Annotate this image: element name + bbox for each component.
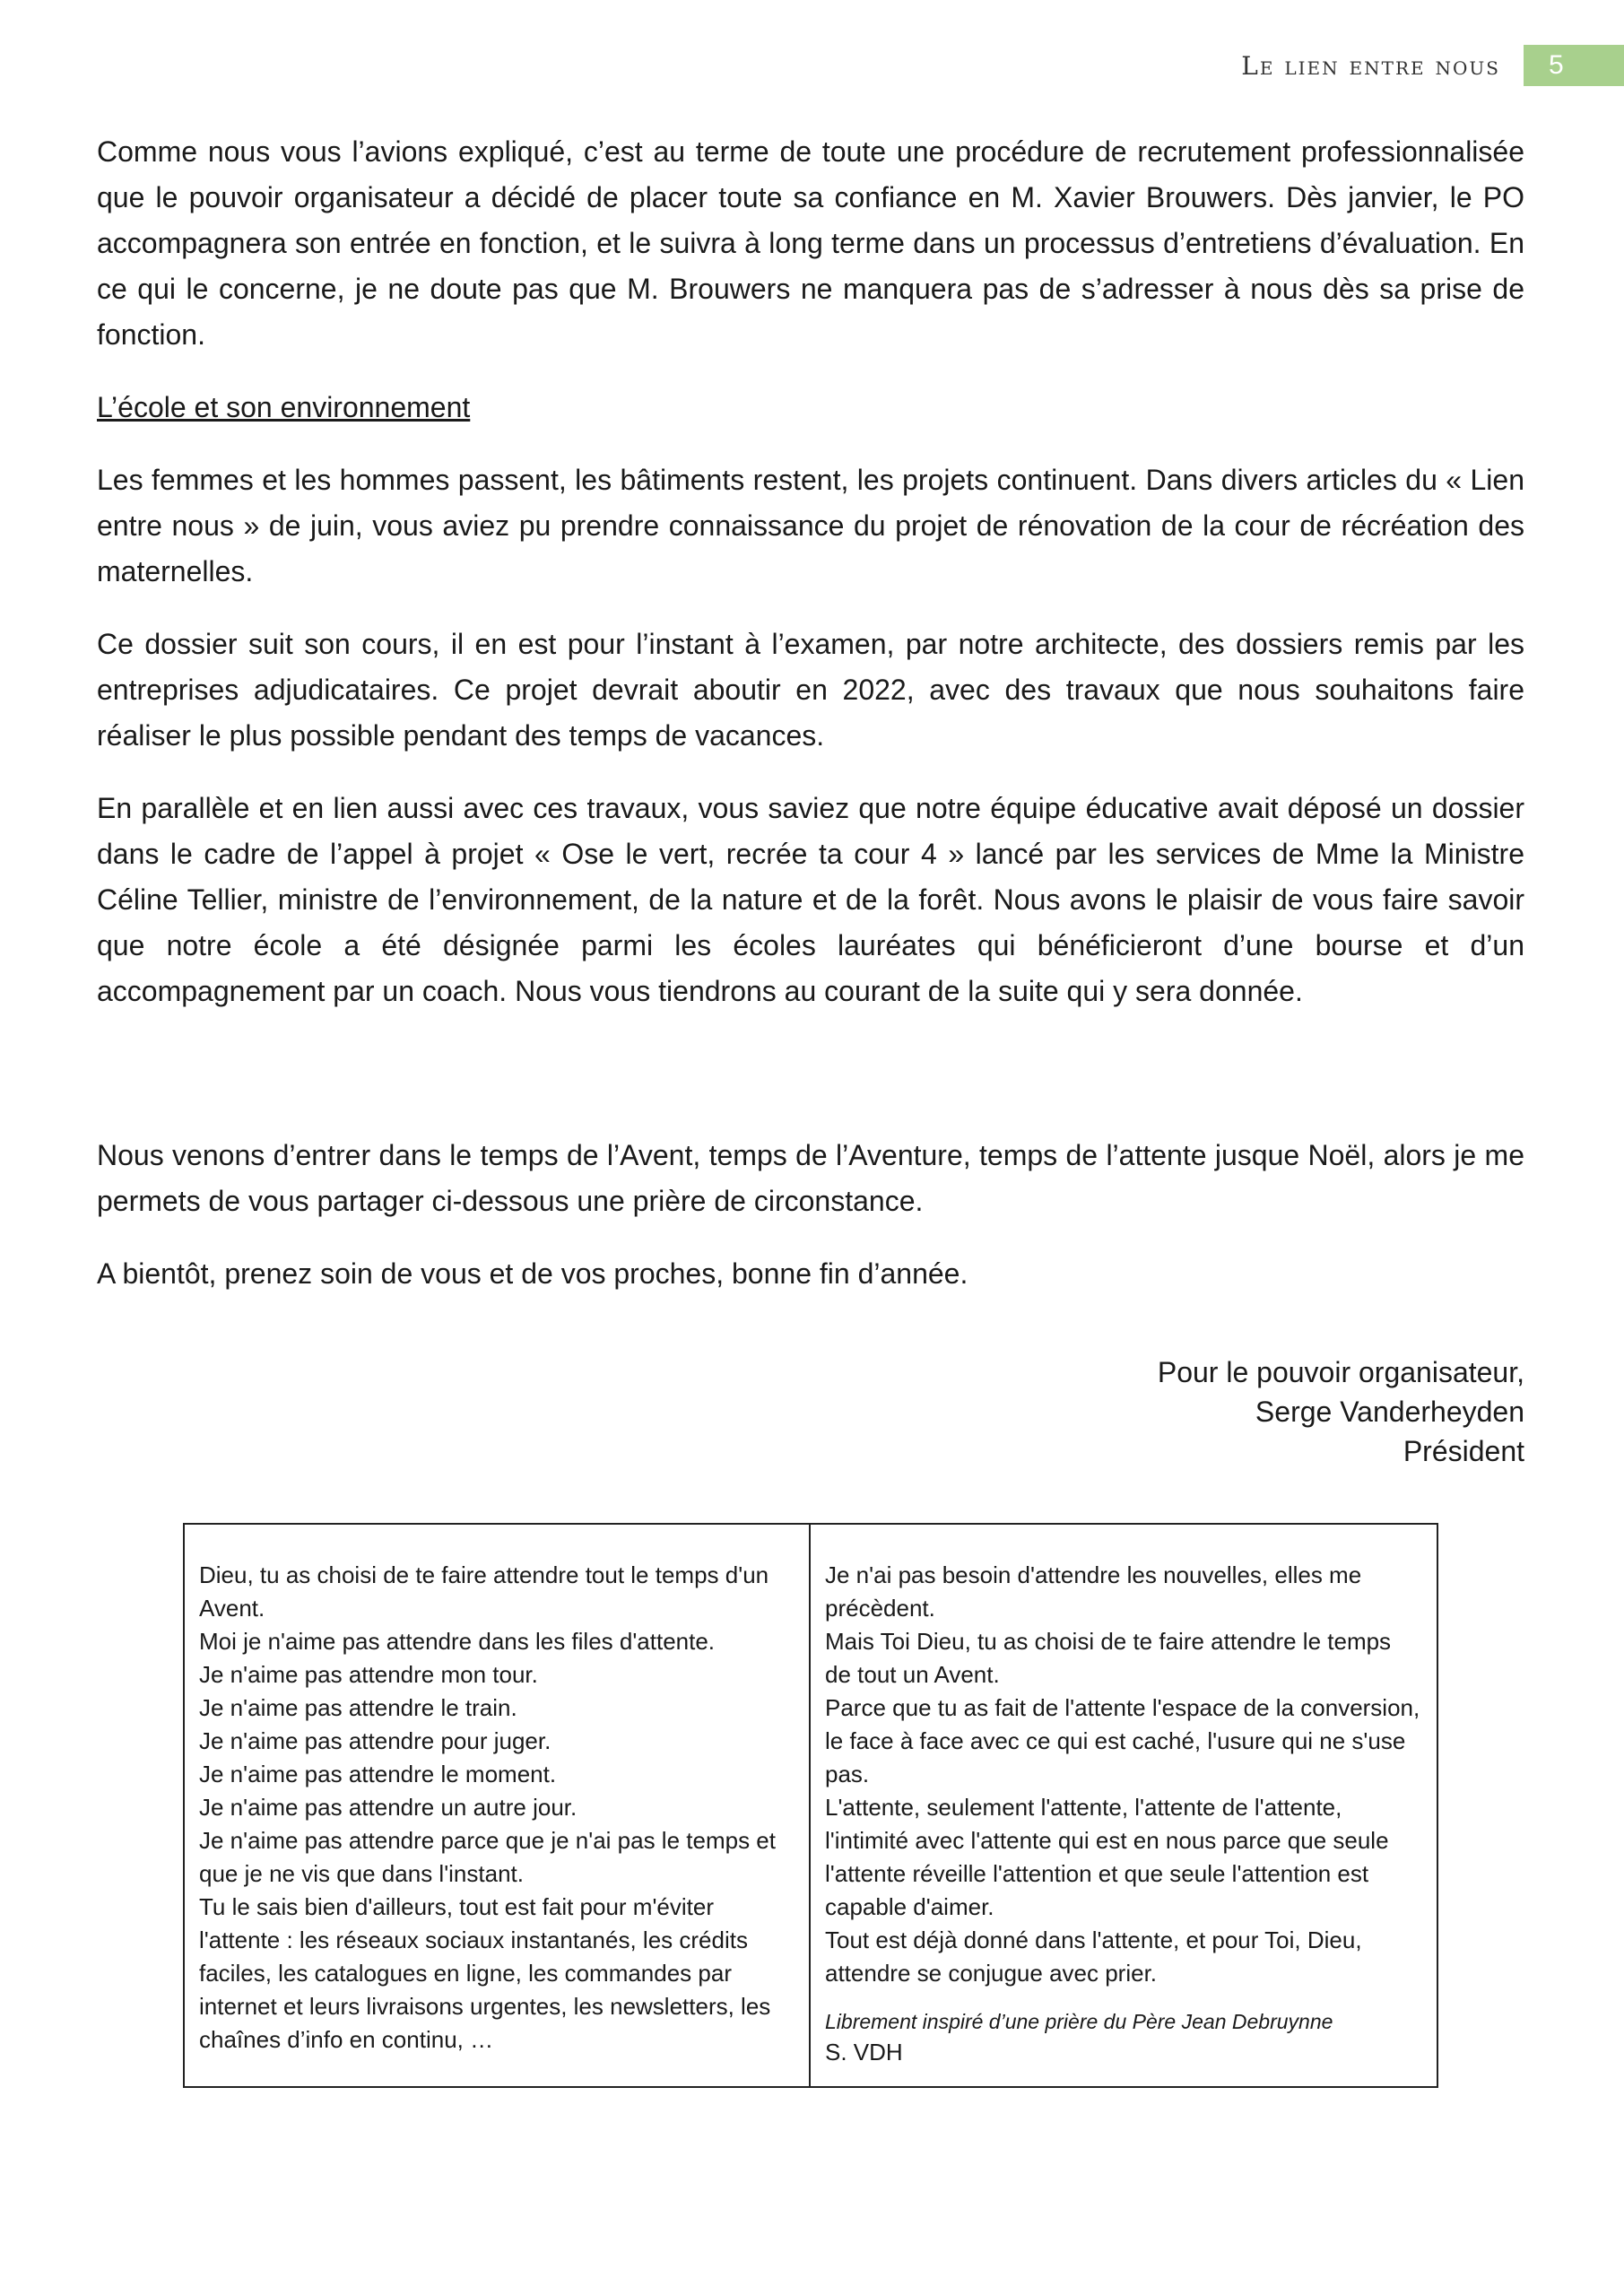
prayer-line: Je n'aime pas attendre le train. [199, 1694, 517, 1721]
paragraph-renovation: Les femmes et les hommes passent, les bâtiments restent, les projets continuent. Dans divers articles du « Lien entre nous » de juin, vous aviez pu prendre connaissance du projet de rénovation de la cour de récréation des maternelles. [97, 464, 1524, 587]
prayer-line: Tout est déjà donné dans l'attente, et pour Toi, Dieu, attendre se conjugue avec prier. [825, 1926, 1362, 1987]
prayer-initials: S. VDH [825, 2039, 903, 2066]
signature-name: Serge Vanderheyden [1255, 1396, 1524, 1428]
newsletter-title: Le lien entre nous [1241, 50, 1500, 81]
paragraph-recruitment: Comme nous vous l’avions expliqué, c’est au terme de toute une procédure de recrutement professionnalisée que le pouvoir organisateur a décidé de placer toute sa confiance en M. Xavier Brouwers. Dès janvier, le PO accompagnera son entrée en fonction, et le suivra à long terme dans un processus d’entretiens d’évaluation. En ce qui le concerne, je ne doute pas que M. Brouwers ne manquera pas de s’adresser à nous dès sa prise de fonction. [97, 135, 1524, 351]
paragraph-green-project: En parallèle et en lien aussi avec ces travaux, vous saviez que notre équipe éducative avait déposé un dossier dans le cadre de l’appel à projet « Ose le vert, recrée ta cour 4 » lancé par les services de Mme la Ministre Céline Tellier, ministre de l’environnement, de la nature et de la forêt. Nous avons le plaisir de vous faire savoir que notre école a été désignée parmi les écoles lauréates qui bénéficieront d’une bourse et d’un accompagnement par un coach. Nous vous tiendrons au courant de la suite qui y sera donnée. [97, 792, 1524, 1007]
prayer-line: Je n'aime pas attendre le moment. [199, 1761, 557, 1787]
page-number-badge: 5 [1524, 45, 1624, 86]
prayer-column-left [185, 1525, 811, 2086]
paragraph-dossier: Ce dossier suit son cours, il en est pour l’instant à l’examen, par notre architecte, des dossiers remis par les entreprises adjudicataires. Ce projet devrait aboutir en 2022, avec des travaux que nous souhaitons faire réaliser le plus possible pendant des temps de vacances. [97, 628, 1524, 752]
prayer-line: Mais Toi Dieu, tu as choisi de te faire attendre le temps de tout un Avent. [825, 1628, 1392, 1688]
prayer-attribution: Librement inspiré d’une prière du Père Jean Debruynne [825, 2010, 1333, 2033]
prayer-line: L'attente, seulement l'attente, l'attente de l'attente, l'intimité avec l'attente qui est en nous parce que seule l'attente réveille l'attention et que seule l'attention est capable d'aimer. [825, 1794, 1389, 1920]
prayer-line: Je n'aime pas attendre parce que je n'ai pas le temps et que je ne vis que dans l'instant. [199, 1827, 776, 1887]
signature-block [97, 1352, 1524, 1471]
spacer [97, 1041, 1524, 1133]
section-heading-school-environment: L’école et son environnement [97, 391, 471, 423]
paragraph-closing: A bientôt, prenez soin de vous et de vos proches, bonne fin d’année. [97, 1257, 968, 1290]
prayer-line: Je n'ai pas besoin d'attendre les nouvelles, elles me précèdent. [825, 1561, 1362, 1622]
prayer-line: Je n'aime pas attendre pour juger. [199, 1727, 551, 1754]
page-header [1241, 45, 1624, 86]
prayer-line: Dieu, tu as choisi de te faire attendre tout le temps d'un Avent. [199, 1561, 769, 1622]
prayer-line: Tu le sais bien d'ailleurs, tout est fait pour m'éviter l'attente : les réseaux sociaux instantanés, les crédits faciles, les catalogues en ligne, les commandes par internet et leurs livraisons urgentes, les newsletters, les chaînes d’info en continu, … [199, 1893, 771, 2053]
prayer-box [183, 1523, 1438, 2088]
signature-title: Président [1403, 1435, 1524, 1467]
prayer-line: Parce que tu as fait de l'attente l'espace de la conversion, le face à face avec ce qui est caché, l'usure qui ne s'use pas. [825, 1694, 1420, 1787]
prayer-line: Je n'aime pas attendre un autre jour. [199, 1794, 578, 1821]
prayer-column-right [811, 1525, 1437, 2086]
article-body [97, 129, 1524, 1471]
signature-role: Pour le pouvoir organisateur, [1157, 1356, 1524, 1388]
prayer-line: Je n'aime pas attendre mon tour. [199, 1661, 538, 1688]
paragraph-advent: Nous venons d’entrer dans le temps de l’Avent, temps de l’Aventure, temps de l’attente jusque Noël, alors je me permets de vous partager ci-dessous une prière de circonstance. [97, 1139, 1524, 1217]
prayer-line: Moi je n'aime pas attendre dans les files d'attente. [199, 1628, 716, 1655]
